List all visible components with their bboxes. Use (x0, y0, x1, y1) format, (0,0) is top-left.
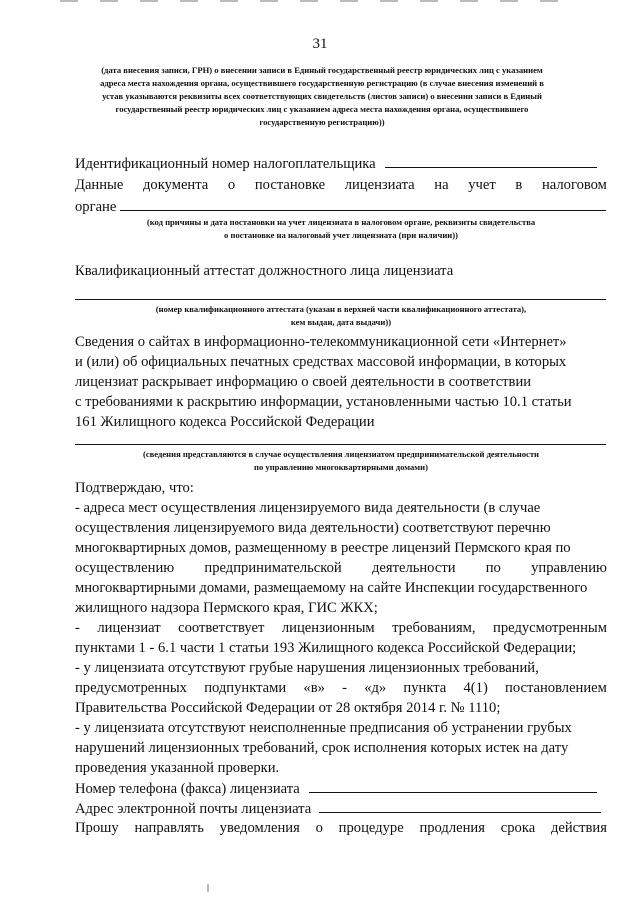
scan-artifact (60, 0, 580, 2)
note-line: (дата внесения записи, ГРН) о внесении записи в Единый государственный реестр юридических лиц с указанием (101, 65, 543, 75)
registry-note (62, 64, 582, 129)
email-field[interactable] (319, 798, 601, 813)
word: деятельности (371, 560, 456, 576)
word: лицензионным (281, 620, 375, 636)
sites-note (75, 448, 607, 474)
word: уведомления (219, 820, 300, 836)
note-line: (сведения представляются в случае осуществления лицензиатом предпринимательской деятельности (142, 449, 540, 459)
note-line: адреса места нахождения органа, осуществившего государственную регистрацию (в случае внесения изменений в (100, 78, 544, 88)
word: предпринимательской (204, 560, 342, 576)
word: подпунктами (204, 680, 287, 696)
attestat-field[interactable] (75, 299, 606, 300)
word: - (75, 620, 80, 636)
word: - (342, 680, 347, 696)
item2-line-2: пунктами 1 - 6.1 части 1 статьи 193 Жилищного кодекса Российской Федерации; (75, 640, 577, 656)
sites-line-3: лицензиат раскрывает информацию о своей деятельности в соответствии (75, 374, 532, 390)
page-number: 31 (312, 36, 328, 52)
item3-line-3: Правительства Российской Федерации от 28 октября 2014 г. № 1110; (75, 700, 501, 716)
word: «д» (364, 680, 387, 696)
note-line: устав указываются реквизиты всех соответствующих свидетельств (листов записи) о внесении записи в Единый (102, 91, 542, 101)
word: действия (550, 820, 607, 836)
item4-line-1: - у лицензиата отсутствуют неисполненные предписания об устранении грубых (75, 720, 572, 736)
item2-line-1 (75, 618, 607, 638)
tax-note (75, 216, 607, 242)
sites-field[interactable] (75, 444, 606, 445)
word: постановке (254, 177, 326, 193)
word: постановлением (505, 680, 607, 696)
note-line: о постановке на налоговый учет лицензиата (при наличии)) (224, 230, 458, 240)
scan-artifact (207, 884, 209, 892)
word: управлению (531, 560, 607, 576)
word: срока (500, 820, 536, 836)
word: соответствует (178, 620, 265, 636)
word: учет (468, 177, 496, 193)
inn-row (75, 153, 597, 174)
word: направлять (134, 820, 204, 836)
confirm-heading: Подтверждаю, что: (75, 480, 194, 496)
word: пункта (403, 680, 447, 696)
word: Прошу (75, 820, 119, 836)
sites-line-1: Сведения о сайтах в информационно-телекоммуникационной сети «Интернет» (75, 334, 567, 350)
inn-field[interactable] (385, 153, 597, 168)
note-line: (номер квалификационного аттестата (указан в верхней части квалификационного аттестата), (155, 304, 527, 314)
phone-label: Номер телефона (факса) лицензиата (75, 781, 300, 797)
item1-line-6: жилищного надзора Пермского края, ГИС ЖКХ; (75, 600, 378, 616)
item1-line-2: осуществления лицензируемого вида деятельности) соответствуют перечню (75, 520, 551, 536)
inn-label: Идентификационный номер налогоплательщика (75, 156, 376, 172)
word: на (434, 177, 449, 193)
note-line: государственную регистрацию)) (259, 117, 385, 127)
item4-line-2: нарушений лицензионных требований, срок исполнения которых истек на дату (75, 740, 569, 756)
word: продления (419, 820, 485, 836)
word: о (315, 820, 323, 836)
request-line (75, 818, 607, 838)
item1-line-5: многоквартирными домами, размещаемому на сайте Инспекции государственного (75, 580, 588, 596)
item1-line-1: - адреса мест осуществления лицензируемого вида деятельности (в случае (75, 500, 541, 516)
word: предусмотренным (493, 620, 607, 636)
item3-line-1: - у лицензиата отсутствуют грубые нарушения лицензионных требований, (75, 660, 539, 676)
item1-line-3: многоквартирных домов, размещенному в реестре лицензий Пермского края по (75, 540, 571, 556)
word: по (485, 560, 501, 576)
note-line: (код причины и дата постановки на учет лицензиата в налоговом органе, реквизиты свидетельства (146, 217, 536, 227)
note-line: государственный реестр юридических лиц с указанием адреса места нахождения органа, осуществившего (115, 104, 529, 114)
note-line: кем выдан, дата выдачи)) (290, 317, 392, 327)
note-line: по управлению многоквартирными домами) (254, 462, 428, 472)
tax-organ-label: органе (75, 199, 117, 215)
word: в (515, 177, 523, 193)
attestat-label: Квалификационный аттестат должностного лица лицензиата (75, 263, 454, 279)
attestat-note (75, 303, 607, 329)
sites-line-5: 161 Жилищного кодекса Российской Федерации (75, 414, 375, 430)
word: «в» (303, 680, 325, 696)
sites-line-2: и (или) об официальных печатных средствах массовой информации, в которых (75, 354, 567, 370)
word: предусмотренных (75, 680, 187, 696)
item3-line-2 (75, 678, 607, 698)
phone-field[interactable] (309, 778, 597, 793)
word: Данные (75, 177, 124, 193)
email-label: Адрес электронной почты лицензиата (75, 801, 312, 817)
word: лицензиата (344, 177, 415, 193)
word: осуществлению (75, 560, 175, 576)
word: 4(1) (463, 680, 488, 696)
item1-line-4 (75, 558, 607, 578)
word: документа (143, 177, 209, 193)
sites-line-4: с требованиями к раскрытию информации, установленными частью 10.1 статьи (75, 394, 572, 410)
word: о (227, 177, 236, 193)
phone-row (75, 778, 597, 799)
word: процедуре (338, 820, 404, 836)
word: требованиям, (392, 620, 476, 636)
word: налоговом (541, 177, 607, 193)
tax-doc-row (75, 175, 607, 195)
tax-organ-row (75, 196, 606, 217)
item4-line-3: проведения указанной проверки. (75, 760, 280, 776)
word: лицензиат (97, 620, 161, 636)
email-row (75, 798, 601, 819)
tax-organ-field[interactable] (120, 196, 606, 211)
